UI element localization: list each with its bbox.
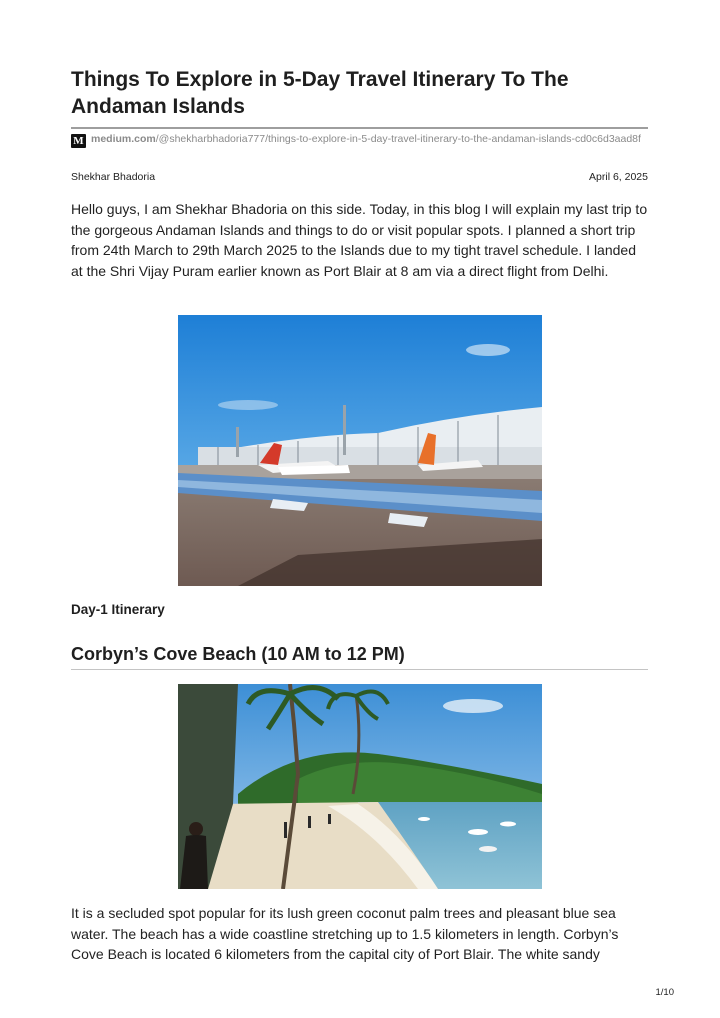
publish-date: April 6, 2025 [589, 171, 648, 183]
source-path[interactable]: /@shekharbhadoria777/things-to-explore-in-5-day-travel-itinerary-to-the-andaman-islands-cd0c6d3aad8f [155, 133, 641, 145]
title-divider [71, 127, 648, 129]
beach-photo [178, 684, 542, 889]
intro-paragraph: Hello guys, I am Shekhar Bhadoria on this side. Today, in this blog I will explain my last trip to the gorgeous Andaman Islands and things to do or visit popular spots. I planned a short trip from 24th March to 29th March 2025 to the Islands due to my tight travel schedule. I landed at the Shri Vijay Puram earlier known as Port Blair at 8 am via a direct flight from Delhi. [71, 201, 648, 279]
airport-photo [178, 315, 542, 586]
author-name: Shekhar Bhadoria [71, 171, 156, 183]
source-link[interactable] [71, 132, 648, 148]
article-title: Things To Explore in 5-Day Travel Itinerary To The Andaman Islands [71, 68, 569, 118]
beach-paragraph: It is a secluded spot popular for its lush green coconut palm trees and pleasant blue sea water. The beach has a wide coastline stretching up to 1.5 kilometers in length. Corbyn’s Cove Beach is located 6 kilometers from the capital city of Port Blair. The white sandy [71, 905, 619, 963]
medium-logo-icon: M [71, 134, 86, 148]
section-divider [71, 669, 648, 670]
section-heading: Corbyn’s Cove Beach (10 AM to 12 PM) [71, 644, 405, 664]
source-domain[interactable]: medium.com [91, 133, 156, 145]
day-heading: Day-1 Itinerary [71, 602, 165, 617]
page-number: 1/10 [655, 987, 674, 998]
